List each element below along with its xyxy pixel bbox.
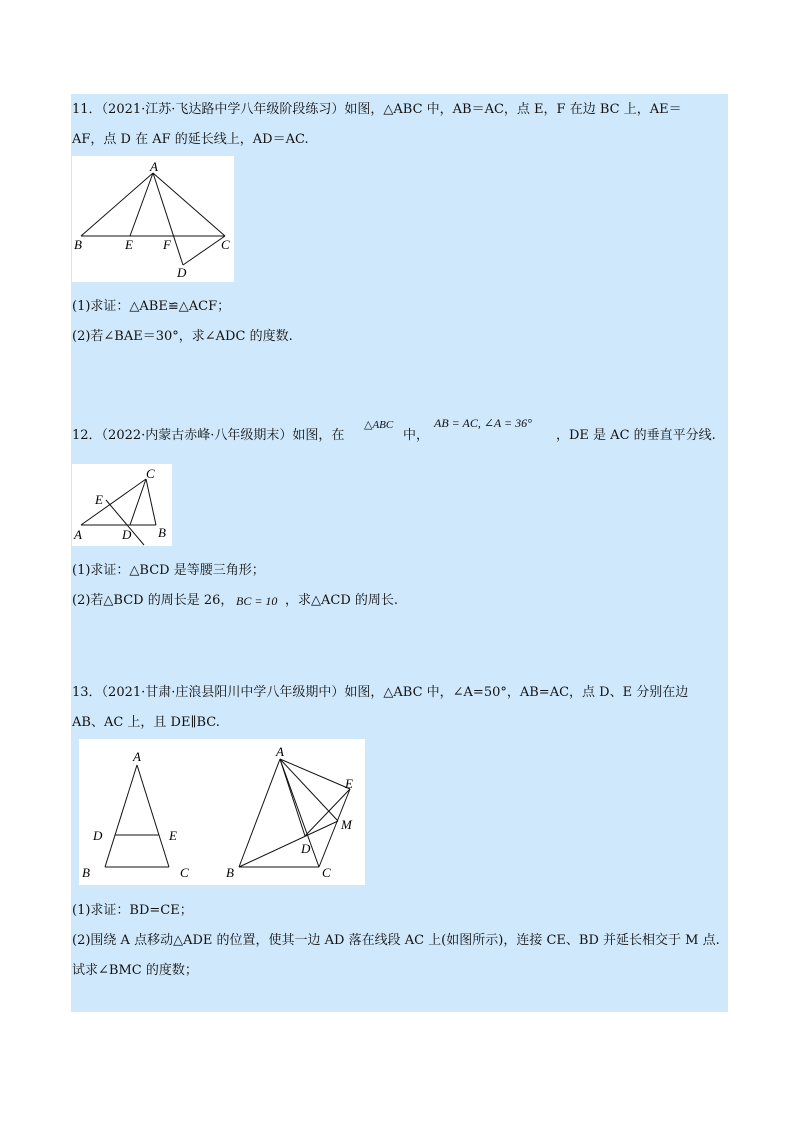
q13-fig2-label-a: A [276, 744, 284, 759]
q13-fig2-label-b: B [226, 865, 234, 880]
q12-part2-tail: ，求△ACD 的周长. [285, 593, 399, 608]
q12-part2-lead: (2)若△BCD 的周长是 26， [72, 593, 234, 608]
q11-label-a: A [150, 159, 158, 174]
q12-bc-equation: BC = 10 [236, 594, 278, 608]
q11-stem-line2: AF，点 D 在 AF 的延长线上，AD＝AC. [72, 132, 309, 147]
q11-label-c: C [221, 237, 230, 252]
q12-label-a: A [74, 527, 82, 542]
q11-part1: (1)求证：△ABE≌△ACF； [72, 299, 231, 314]
q11-figure [72, 156, 234, 282]
q12-figure [72, 464, 172, 546]
q13-figures [79, 739, 365, 885]
q13-part3: 试求∠BMC 的度数； [72, 963, 198, 978]
q11-part2: (2)若∠BAE＝30°，求∠ADC 的度数. [72, 329, 293, 344]
q12-label-b: B [158, 525, 166, 540]
q12-stem-zhong: 中， [403, 428, 430, 443]
q12-label-e: E [95, 492, 103, 507]
q13-fig2-label-m: M [341, 817, 352, 832]
q11-label-e: E [125, 237, 133, 252]
q13-stem-line1: 13．（2021·甘肃·庄浪县阳川中学八年级期中）如图，△ABC 中，∠A=50°，AB=AC，点 D、E 分别在边 [72, 685, 689, 700]
q11-label-b: B [74, 237, 82, 252]
q11-label-d: D [177, 265, 187, 280]
q11-label-f: F [163, 237, 171, 252]
q13-fig1-label-c: C [180, 865, 189, 880]
q12-label-c: C [146, 466, 155, 481]
q12-triangle-abc: △ABC [364, 419, 394, 431]
q11-stem-line1: 11．（2021·江苏·飞达路中学八年级阶段练习）如图，△ABC 中，AB＝AC，点 E，F 在边 BC 上，AE＝ [72, 102, 682, 117]
q13-fig1-label-a: A [133, 749, 141, 764]
q13-fig1-label-e: E [169, 828, 177, 843]
q13-fig2-label-d: D [301, 841, 311, 856]
q12-condition: AB = AC, ∠A = 36° [434, 416, 532, 430]
q13-fig2-label-c: C [322, 865, 331, 880]
q12-stem-lead: 12．（2022·内蒙古赤峰·八年级期末）如图，在 [72, 428, 345, 443]
q13-fig1-label-b: B [82, 865, 90, 880]
q13-part1: (1)求证：BD=CE； [72, 903, 193, 918]
q12-stem-tail: ，DE 是 AC 的垂直平分线. [556, 428, 716, 443]
q13-fig2-label-e: E [345, 776, 353, 791]
q12-part1: (1)求证：△BCD 是等腰三角形； [72, 563, 265, 578]
q12-label-d: D [122, 527, 132, 542]
q13-figure-2 [239, 759, 350, 867]
q13-figure-1 [105, 765, 169, 867]
q13-fig1-label-d: D [93, 828, 103, 843]
q13-stem-line2: AB、AC 上，且 DE∥BC. [72, 715, 220, 730]
q13-part2: (2)围绕 A 点移动△ADE 的位置，使其一边 AD 落在线段 AC 上(如图所示)，连接 CE、BD 并延长相交于 M 点. [72, 933, 720, 948]
